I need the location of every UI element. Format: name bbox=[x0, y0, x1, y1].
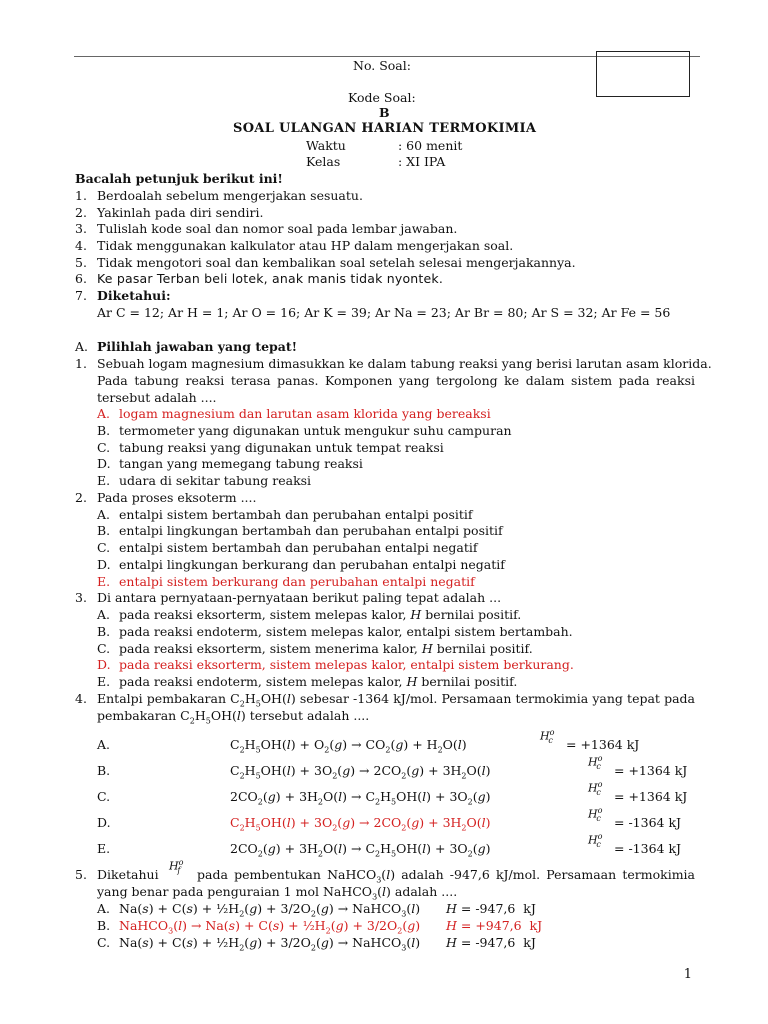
option-text: pada reaksi eksorterm, sistem melepas kalor, entalpi sistem berkurang. bbox=[119, 657, 574, 672]
page-title: SOAL ULANGAN HARIAN TERMOKIMIA bbox=[233, 121, 537, 136]
option-letter: D. bbox=[97, 657, 111, 672]
list-item-num: 4. bbox=[75, 238, 87, 253]
option-letter: D. bbox=[97, 456, 111, 471]
option-letter: B. bbox=[97, 523, 111, 538]
option-text: pada reaksi eksorterm, sistem melepas kalor, H bernilai positif. bbox=[119, 607, 522, 622]
question-text: tersebut adalah .... bbox=[97, 390, 217, 405]
option-letter: A. bbox=[97, 737, 111, 752]
option-letter: A. bbox=[97, 901, 111, 916]
option-letter: E. bbox=[97, 841, 111, 856]
list-item-num: 5. bbox=[75, 255, 87, 270]
option-letter: D. bbox=[97, 557, 111, 572]
option-letter: D. bbox=[97, 815, 111, 830]
option-letter: A. bbox=[97, 406, 111, 421]
question-text: pada pembentukan NaHCO$_3$(l) adalah -947,6 kJ/mol. Persamaan termokimia bbox=[197, 867, 696, 885]
option-letter: E. bbox=[97, 473, 111, 488]
option-text: entalpi sistem bertambah dan perubahan entalpi positif bbox=[119, 507, 473, 522]
option-letter: B. bbox=[97, 423, 111, 438]
option-letter: B. bbox=[97, 763, 111, 778]
option-text: tangan yang memegang tabung reaksi bbox=[119, 456, 363, 471]
option-text: pada reaksi endoterm, sistem melepas kalor, H bernilai positif. bbox=[119, 674, 518, 689]
list-item-num: 6. bbox=[75, 271, 87, 286]
meta-kelas-label: Kelas bbox=[306, 154, 341, 169]
option-text: entalpi sistem berkurang dan perubahan entalpi negatif bbox=[119, 574, 475, 589]
option-equation: $C_2H_5OH(l) + 3O_2(g) \to 2CO_2(g) + 3H_2O(l)$ bbox=[230, 815, 491, 833]
section-title: Pilihlah jawaban yang tepat! bbox=[97, 339, 298, 354]
option-equation: $2CO_2(g) + 3H_2O(l) \to C_2H_5OH(l) + 3O_2(g)$ bbox=[230, 841, 491, 859]
delta-h-symbol: $H^o_c$ bbox=[588, 832, 603, 849]
option-text: termometer yang digunakan untuk mengukur suhu campuran bbox=[119, 423, 512, 438]
question-number: 2. bbox=[75, 490, 87, 505]
option-text: pada reaksi endoterm, sistem melepas kalor, entalpi sistem bertambah. bbox=[119, 624, 573, 639]
list-item-num: 7. bbox=[75, 288, 87, 303]
meta-waktu-value: : 60 menit bbox=[398, 138, 463, 153]
list-item: Tulislah kode soal dan nomor soal pada lembar jawaban. bbox=[97, 221, 458, 236]
option-text: logam magnesium dan larutan asam klorida yang bereaksi bbox=[119, 406, 491, 421]
question-text: pembakaran $C_2H_5OH(l)$ tersebut adalah .... bbox=[97, 708, 370, 726]
section-letter: A. bbox=[75, 339, 89, 354]
option-value: = -1364 kJ bbox=[614, 815, 682, 830]
option-letter: C. bbox=[97, 641, 111, 656]
option-equation: $C_2H_5OH(l) + 3O_2(g) \to 2CO_2(g) + 3H_2O(l)$ bbox=[230, 763, 491, 781]
delta-h-symbol: $H^o_c$ bbox=[540, 728, 555, 745]
question-text: yang benar pada penguraian 1 mol NaHCO$_3$(l) adalah .... bbox=[97, 884, 458, 902]
list-item: Berdoalah sebelum mengerjakan sesuatu. bbox=[97, 188, 363, 203]
option-text: pada reaksi eksorterm, sistem menerima kalor, H bernilai positif. bbox=[119, 641, 533, 656]
option-equation: $Na(s) + C(s) + \frac{1}{2}H_2(g) + 3/2O_2(g)$ → NaHCO$_3$(l) bbox=[119, 901, 421, 919]
delta-h-symbol: $H^o_c$ bbox=[588, 754, 603, 771]
question-text: Entalpi pembakaran $C_2H_5OH(l)$ sebesar -1364 kJ/mol. Persamaan termokimia yang tepat pada bbox=[97, 691, 696, 709]
option-value: = +1364 kJ bbox=[614, 763, 688, 778]
option-equation: $2CO_2(g) + 3H_2O(l) \to C_2H_5OH(l) + 3O_2(g)$ bbox=[230, 789, 491, 807]
option-equation: NaHCO$_3$(l) → $Na(s) + C(s) + \frac{1}{2}H_2(g) + 3/2O_2(g)$ bbox=[119, 918, 421, 936]
option-equation: $C_2H_5OH(l) + O_2(g) \to CO_2(g) + H_2O(l)$ bbox=[230, 737, 467, 755]
question-text: Diketahui bbox=[97, 867, 159, 882]
question-number: 5. bbox=[75, 867, 87, 882]
option-letter: A. bbox=[97, 607, 111, 622]
option-equation: $Na(s) + C(s) + \frac{1}{2}H_2(g) + 3/2O_2(g)$ → NaHCO$_3$(l) bbox=[119, 935, 421, 953]
option-value: = +1364 kJ bbox=[566, 737, 640, 752]
option-value: = -1364 kJ bbox=[614, 841, 682, 856]
question-number: 4. bbox=[75, 691, 87, 706]
option-text: udara di sekitar tabung reaksi bbox=[119, 473, 312, 488]
question-text: Di antara pernyataan-pernyataan berikut paling tepat adalah ... bbox=[97, 590, 502, 605]
meta-waktu-label: Waktu bbox=[306, 138, 346, 153]
list-item: Tidak mengotori soal dan kembalikan soal setelah selesai mengerjakannya. bbox=[97, 255, 576, 270]
question-number: 1. bbox=[75, 356, 87, 371]
meta-kelas-value: : XI IPA bbox=[398, 154, 446, 169]
option-letter: C. bbox=[97, 440, 111, 455]
delta-h-symbol: $H^o_f$ bbox=[169, 858, 184, 875]
option-letter: C. bbox=[97, 540, 111, 555]
option-text: tabung reaksi yang digunakan untuk tempat reaksi bbox=[119, 440, 444, 455]
option-value: = +1364 kJ bbox=[614, 789, 688, 804]
question-text: Pada tabung reaksi terasa panas. Komponen yang tergolong ke dalam sistem pada reaksi bbox=[97, 373, 695, 388]
list-item-num: 1. bbox=[75, 188, 87, 203]
option-letter: B. bbox=[97, 624, 111, 639]
list-item-num: 3. bbox=[75, 221, 87, 236]
option-text: entalpi sistem bertambah dan perubahan entalpi negatif bbox=[119, 540, 478, 555]
question-number: 3. bbox=[75, 590, 87, 605]
no-soal-label: No. Soal: bbox=[353, 58, 411, 73]
list-item: Ke pasar Terban beli lotek, anak manis tidak nyontek. bbox=[97, 271, 444, 286]
question-text: Pada proses eksoterm .... bbox=[97, 490, 257, 505]
option-letter: E. bbox=[97, 674, 111, 689]
option-letter: C. bbox=[97, 789, 111, 804]
list-item: Yakinlah pada diri sendiri. bbox=[97, 205, 264, 220]
answer-code-box bbox=[596, 51, 690, 97]
option-letter: C. bbox=[97, 935, 111, 950]
option-value: H = -947,6 kJ bbox=[446, 935, 536, 950]
option-text: entalpi lingkungan bertambah dan perubahan entalpi positif bbox=[119, 523, 503, 538]
list-item: Diketahui: bbox=[97, 288, 171, 303]
kode-soal-label: Kode Soal: bbox=[348, 90, 416, 105]
delta-h-symbol: $H^o_c$ bbox=[588, 780, 603, 797]
instructions-heading: Bacalah petunjuk berikut ini! bbox=[75, 171, 283, 186]
option-value: H = -947,6 kJ bbox=[446, 901, 536, 916]
option-letter: B. bbox=[97, 918, 111, 933]
list-item-num: 2. bbox=[75, 205, 87, 220]
atomic-masses: Ar C = 12; Ar H = 1; Ar O = 16; Ar K = 39; Ar Na = 23; Ar Br = 80; Ar S = 32; Ar Fe = 56 bbox=[97, 305, 671, 320]
option-letter: E. bbox=[97, 574, 111, 589]
option-value: H = +947,6 kJ bbox=[446, 918, 543, 933]
question-text: Sebuah logam magnesium dimasukkan ke dalam tabung reaksi yang berisi larutan asam klorida. bbox=[97, 356, 712, 371]
kode-value: B bbox=[379, 105, 390, 120]
option-text: entalpi lingkungan berkurang dan perubahan entalpi negatif bbox=[119, 557, 505, 572]
option-letter: A. bbox=[97, 507, 111, 522]
page-number: 1 bbox=[683, 967, 692, 982]
delta-h-symbol: $H^o_c$ bbox=[588, 806, 603, 823]
list-item: Tidak menggunakan kalkulator atau HP dalam mengerjakan soal. bbox=[97, 238, 514, 253]
